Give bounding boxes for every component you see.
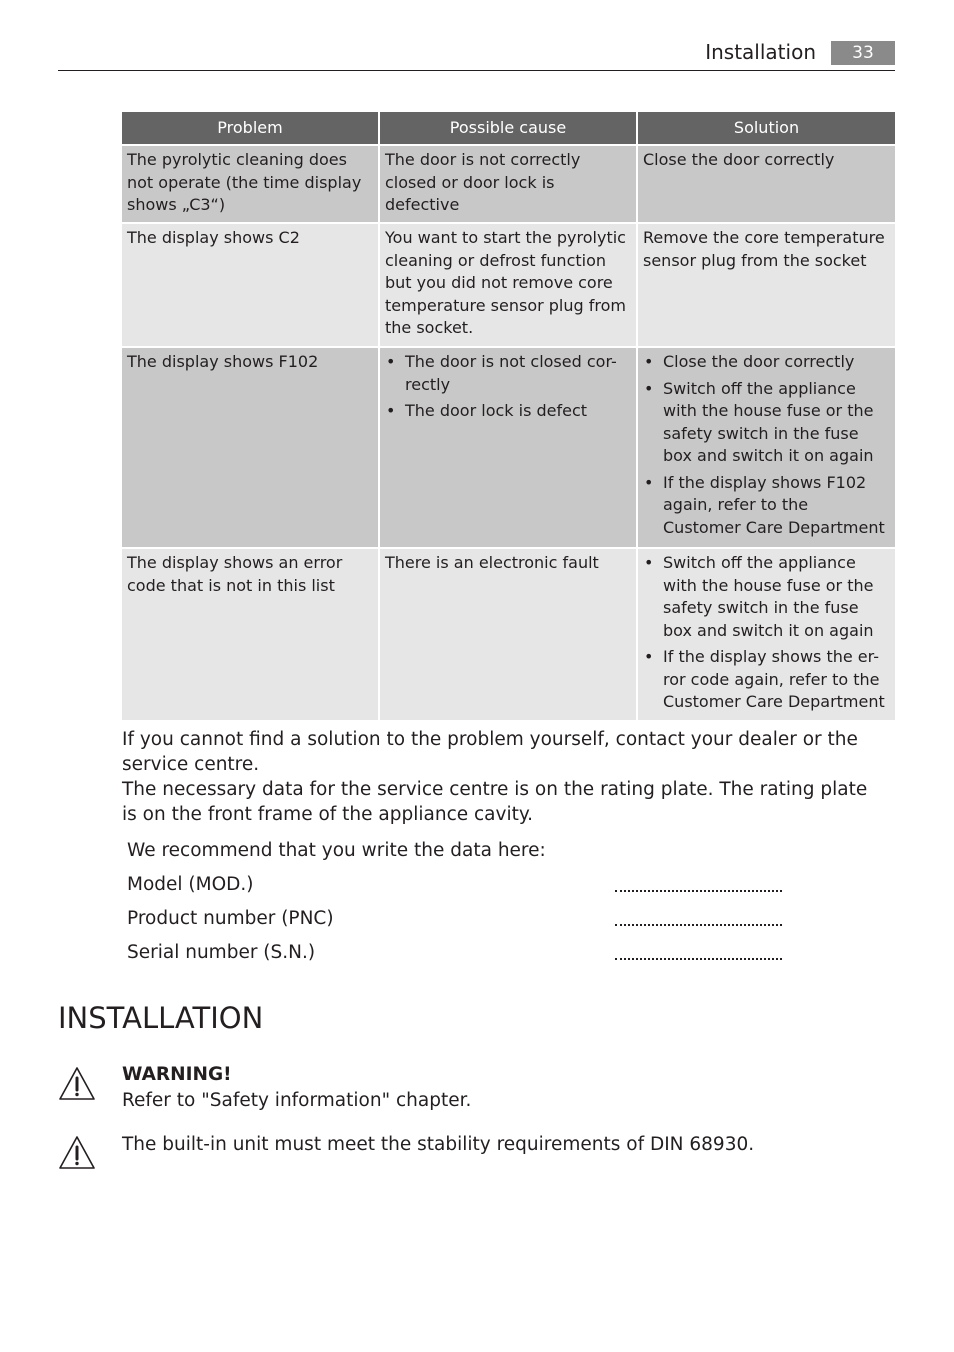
- serial-number-label: Serial number (S.N.): [127, 942, 316, 963]
- troubleshooting-table: [122, 112, 895, 722]
- column-header-solution: Solution: [638, 112, 895, 146]
- list-item-text: Close the door correctly: [663, 352, 855, 371]
- solution-cell: Remove the core temperature sensor plug from the socket: [638, 224, 895, 348]
- solution-list: [643, 552, 885, 714]
- page-number: 33: [831, 41, 895, 65]
- bullet-icon: •: [386, 401, 396, 420]
- list-item: [643, 351, 885, 374]
- table-row: [122, 549, 895, 722]
- cause-cell: The door is not correctly closed or door lock is defective: [380, 146, 638, 224]
- product-number-label: Product number (PNC): [127, 908, 334, 929]
- problem-cell: The display shows an error code that is not in this list: [122, 549, 380, 722]
- warning-triangle-icon: [58, 1135, 96, 1171]
- solution-cell: Close the door correctly: [638, 146, 895, 224]
- cause-cell: There is an electronic fault: [380, 549, 638, 722]
- service-paragraph-1: If you cannot find a solution to the problem yourself, contact your dealer or the service centre.: [122, 729, 858, 775]
- cause-list: [385, 351, 626, 423]
- problem-cell: The pyrolytic cleaning does not operate (the time display shows „C3“): [122, 146, 380, 224]
- column-header-problem: Problem: [122, 112, 380, 146]
- problem-cell: The display shows F102: [122, 348, 380, 549]
- table-row: [122, 224, 895, 348]
- list-item: [643, 472, 885, 540]
- table-row: [122, 348, 895, 549]
- list-item-text: Switch off the appliance with the house fuse or the safety switch in the fuse box and switch it on again: [663, 378, 874, 465]
- installation-heading: INSTALLATION: [58, 1001, 264, 1035]
- warning-title: WARNING!: [122, 1064, 232, 1085]
- stability-note: The built-in unit must meet the stability requirements of DIN 68930.: [122, 1134, 755, 1155]
- product-number-fill-line: [615, 924, 782, 926]
- model-label: Model (MOD.): [127, 874, 254, 895]
- bullet-icon: •: [644, 378, 654, 398]
- bullet-icon: •: [644, 553, 654, 572]
- cause-cell: [380, 348, 638, 549]
- recommend-intro: We recommend that you write the data here:: [127, 840, 546, 861]
- service-paragraph-2: The necessary data for the service centre is on the rating plate. The rating plate is on the front frame of the appliance cavity.: [122, 779, 868, 825]
- list-item-text: The door lock is defect: [405, 401, 588, 420]
- header-section-title: Installation: [705, 40, 816, 64]
- list-item-text: If the display shows F102 again, refer to the Customer Care Department: [663, 472, 885, 537]
- list-item: [643, 646, 885, 714]
- bullet-icon: •: [644, 647, 654, 666]
- bullet-icon: •: [386, 352, 396, 371]
- serial-number-fill-line: [615, 958, 782, 960]
- warning-text: Refer to "Safety information" chapter.: [122, 1090, 472, 1111]
- solution-cell: [638, 549, 895, 722]
- table-row: [122, 146, 895, 224]
- cause-cell: You want to start the pyrolytic cleaning or defrost function but you did not remove core temperature sensor plug from the socket.: [380, 224, 638, 348]
- list-item: [643, 378, 885, 468]
- problem-cell: The display shows C2: [122, 224, 380, 348]
- list-item: [385, 351, 626, 396]
- list-item-text: Switch off the appliance with the house fuse or the safety switch in the fuse box and switch it on again: [663, 553, 874, 640]
- header-divider: [58, 70, 895, 71]
- column-header-possible-cause: Possible cause: [380, 112, 638, 146]
- list-item: [385, 400, 626, 423]
- list-item-text: If the display shows the er-ror code again, refer to the Customer Care Department: [663, 647, 885, 711]
- bullet-icon: •: [644, 472, 654, 492]
- solution-list: [643, 351, 885, 539]
- solution-cell: [638, 348, 895, 549]
- list-item-text: The door is not closed cor-rectly: [405, 352, 617, 394]
- table-header-row: [122, 112, 895, 146]
- warning-triangle-icon: [58, 1066, 96, 1102]
- bullet-icon: •: [644, 352, 654, 371]
- list-item: [643, 552, 885, 642]
- model-fill-line: [615, 890, 782, 892]
